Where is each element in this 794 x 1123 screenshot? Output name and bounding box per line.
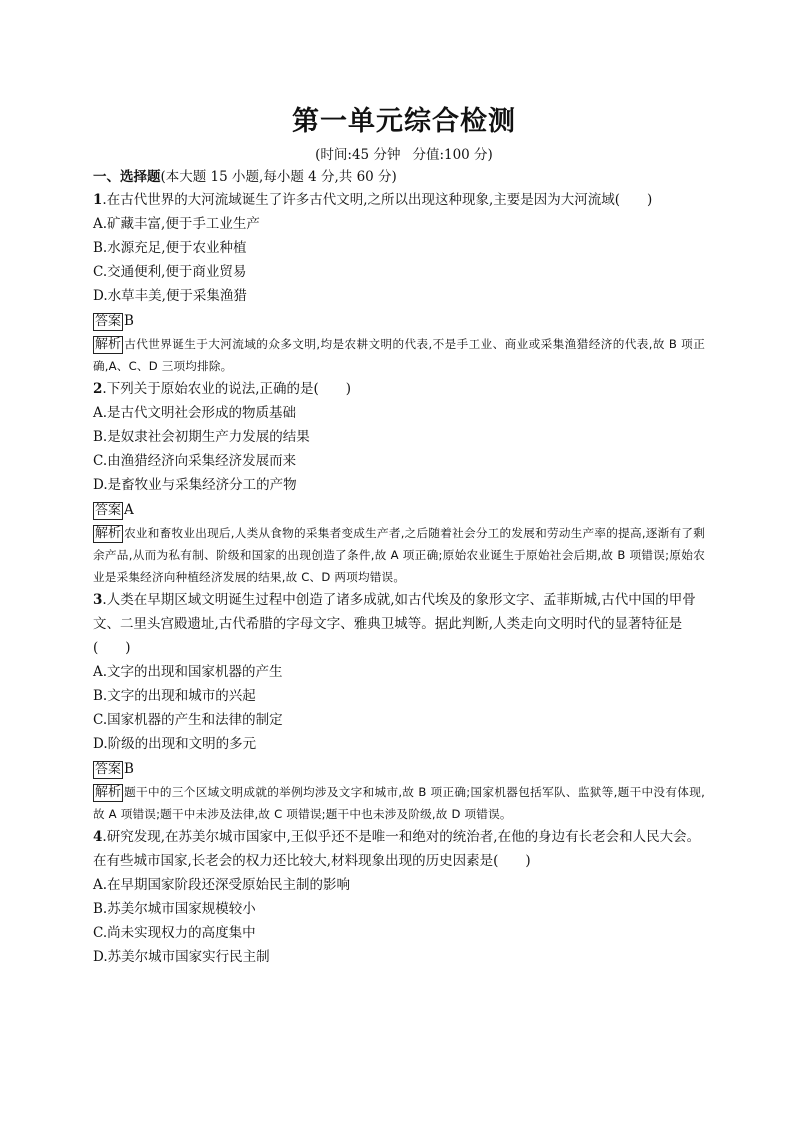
option-b: B.水源充足,便于农业种植 [93,240,247,256]
analysis-tag: 解析 [95,785,122,800]
question-2 [93,377,705,588]
option-d: D.水草丰美,便于采集渔猎 [93,288,247,304]
option-a: A.文字的出现和国家机器的产生 [93,664,283,680]
option-c: C.由渔猎经济向采集经济发展而来 [93,453,297,469]
question-3 [93,588,705,825]
question-stem [93,377,705,401]
question-text: .下列关于原始农业的说法,正确的是( ) [102,381,352,397]
question-number: 2 [93,381,103,397]
option-b: B.是奴隶社会初期生产力发展的结果 [93,429,310,445]
option-a: A.在早期国家阶段还深受原始民主制的影响 [93,877,351,893]
analysis-block [93,781,705,825]
option-d: D.阶级的出现和文明的多元 [93,736,257,752]
question-stem [93,588,705,660]
question-number: 1 [93,192,103,208]
question-stem [93,825,705,873]
analysis-block [93,522,705,588]
analysis-text: 题干中的三个区域文明成就的举例均涉及文字和城市,故 B 项正确;国家机器包括军队、监狱等,题干中没有体现,故 A 项错误;题干中未涉及法律,故 C 项错误;题干中也未涉及阶级,故 D 项错误。 [93,785,705,821]
question-4 [93,825,705,969]
option-c: C.交通便利,便于商业贸易 [93,264,247,280]
answer-line [93,309,705,333]
answer-tag: 答案 [95,314,122,329]
answer-line [93,498,705,522]
option-c: C.尚未实现权力的高度集中 [93,925,256,941]
option-a: A.是古代文明社会形成的物质基础 [93,405,297,421]
option-c: C.国家机器的产生和法律的制定 [93,712,283,728]
section-title: 一、选择题 [93,169,161,185]
question-text: .人类在早期区域文明诞生过程中创造了诸多成就,如古代埃及的象形文字、孟菲斯城,古代中国的甲骨文、二里头宫殿遗址,古代希腊的字母文字、雅典卫城等。据此判断,人类走向文明时代的显著特征是( ) [93,592,696,656]
answer-tag: 答案 [95,503,122,518]
question-text: .研究发现,在苏美尔城市国家中,王似乎还不是唯一和绝对的统治者,在他的身边有长老会和人民大会。在有些城市国家,长老会的权力还比较大,材料现象出现的历史因素是( ) [93,829,701,869]
answer-tag: 答案 [95,762,122,777]
question-number: 4 [93,829,103,845]
answer-value: A [124,502,134,518]
exam-time: (时间:45 分钟 [315,147,401,163]
option-b: B.文字的出现和城市的兴起 [93,688,256,704]
option-d: D.苏美尔城市国家实行民主制 [93,949,270,965]
page [93,100,705,969]
question-1 [93,188,705,377]
section-desc: (本大题 15 小题,每小题 4 分,共 60 分) [160,169,397,185]
analysis-tag: 解析 [95,337,122,352]
question-stem [93,188,705,212]
question-text: .在古代世界的大河流域诞生了许多古代文明,之所以出现这种现象,主要是因为大河流域( ) [102,192,653,208]
option-b: B.苏美尔城市国家规模较小 [93,901,256,917]
section-heading [93,166,705,188]
answer-value: B [124,761,134,777]
option-d: D.是畜牧业与采集经济分工的产物 [93,477,297,493]
page-title: 第一单元综合检测 [292,106,516,137]
analysis-block [93,333,705,377]
analysis-text: 农业和畜牧业出现后,人类从食物的采集者变成生产者,之后随着社会分工的发展和劳动生产率的提高,逐渐有了剩余产品,从而为私有制、阶级和国家的出现创造了条件,故 A 项正确;原始农业诞生于原始社会后期,故 B 项错误;原始农业是采集经济向种植经济发展的结果,故 C、D 两项均错误。 [93,526,705,584]
analysis-text: 古代世界诞生于大河流域的众多文明,均是农耕文明的代表,不是手工业、商业或采集渔猎经济的代表,故 B 项正确,A、C、D 三项均排除。 [93,337,705,373]
answer-value: B [124,313,134,329]
option-a: A.矿藏丰富,便于手工业生产 [93,216,260,232]
analysis-tag: 解析 [95,526,122,541]
question-number: 3 [93,592,103,608]
exam-score: 分值:100 分) [412,147,493,163]
exam-meta [103,144,705,166]
answer-line [93,757,705,781]
